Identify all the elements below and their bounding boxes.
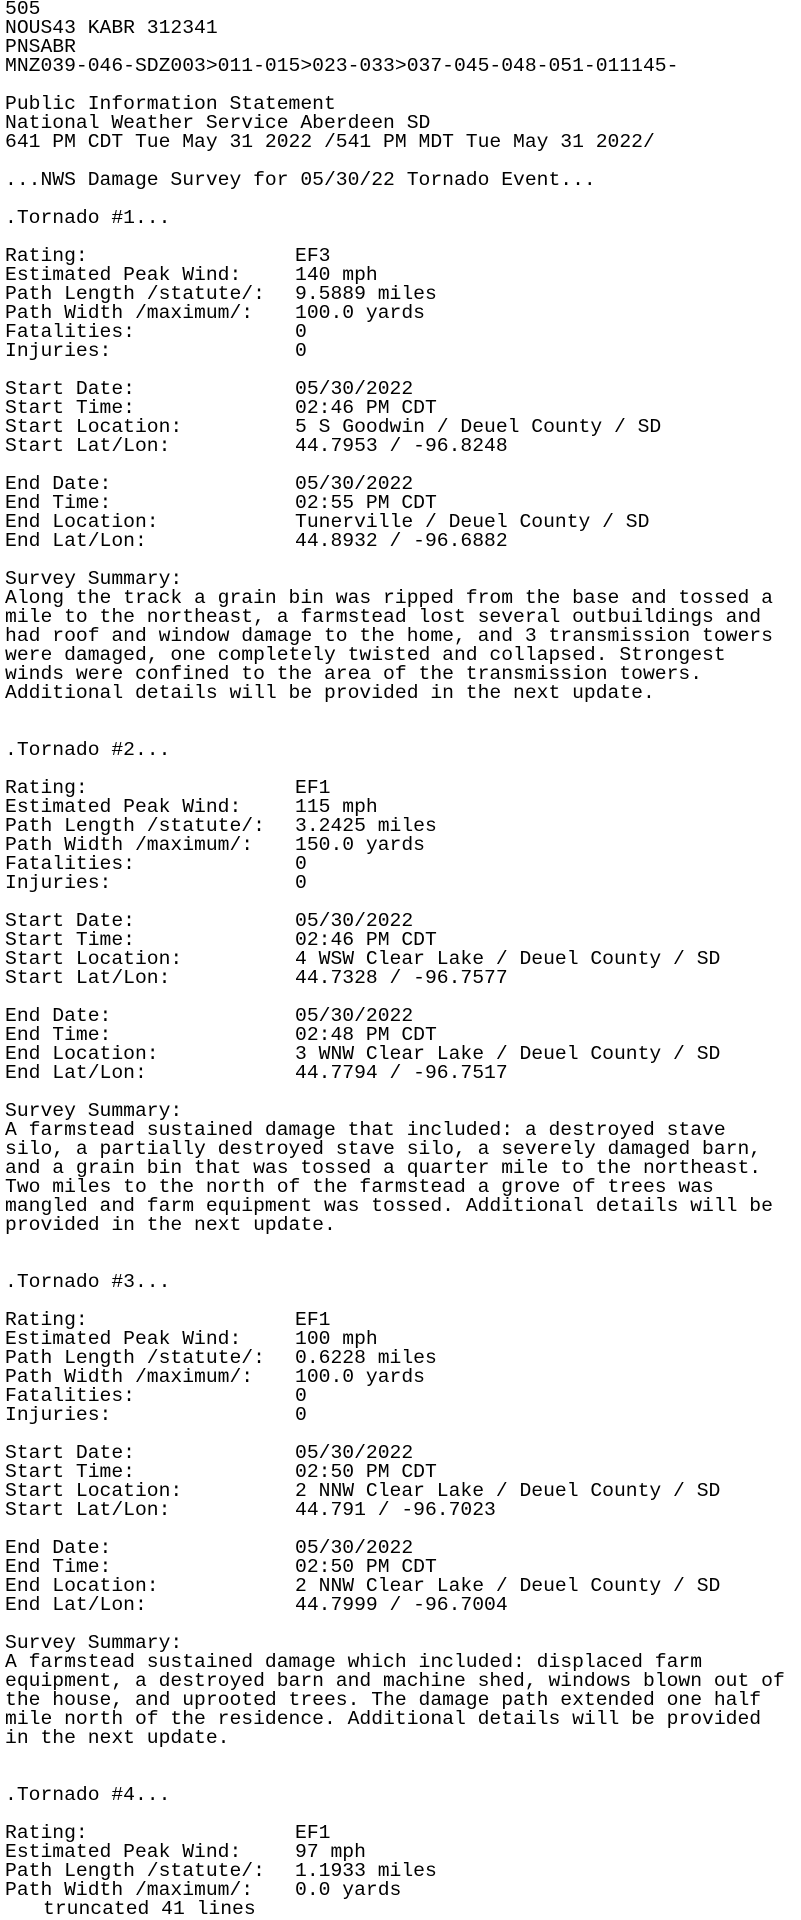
survey-summary-label: Survey Summary: [5,1632,183,1654]
field-value: 05/30/2022 [295,378,414,400]
field-value: 44.791 / -96.7023 [295,1499,496,1521]
field-label: Estimated Peak Wind: [5,1328,242,1350]
field-label: Injuries: [5,1404,112,1426]
field-label: Path Length /statute/: [5,1860,265,1882]
survey-summary-line: had roof and window damage to the home, and 3 transmission towers [5,625,773,647]
field-label: Path Length /statute/: [5,815,265,837]
field-label: Start Date: [5,910,135,932]
field-label: Start Location: [5,948,183,970]
survey-summary-line: Along the track a grain bin was ripped from the base and tossed a [5,587,773,609]
truncation-note: truncated 41 lines [43,1898,256,1920]
field-value: 2 NNW Clear Lake / Deuel County / SD [295,1480,721,1502]
field-label: Rating: [5,245,88,267]
field-label: Injuries: [5,340,112,362]
field-label: Path Width /maximum/: [5,1879,254,1901]
field-value: 9.5889 miles [295,283,437,305]
tornado-heading: .Tornado #4... [5,1784,171,1806]
field-value: 02:50 PM CDT [295,1556,437,1578]
survey-summary-label: Survey Summary: [5,1100,183,1122]
statement-title-line: 641 PM CDT Tue May 31 2022 /541 PM MDT Tue May 31 2022/ [5,131,655,153]
field-label: Start Time: [5,397,135,419]
field-value: 02:46 PM CDT [295,929,437,951]
blank-line [5,760,801,779]
field-value: 0 [295,340,307,362]
survey-summary-line: mile to the northeast, a farmstead lost several outbuildings and [5,606,762,628]
survey-summary-line: in the next update. [5,1727,230,1749]
survey-summary-line: mile north of the residence. Additional details will be provided [5,1708,762,1730]
field-value: EF3 [295,245,331,267]
field-value: 1.1933 miles [295,1860,437,1882]
field-value: 150.0 yards [295,834,425,856]
survey-summary-line: mangled and farm equipment was tossed. Additional details will be [5,1195,773,1217]
blank-line [5,228,801,247]
field-value: 3.2425 miles [295,815,437,837]
tornado-stat-row [5,855,801,874]
statement-headline: ...NWS Damage Survey for 05/30/22 Tornado Event... [5,169,596,191]
field-label: End Lat/Lon: [5,1062,147,1084]
field-label: End Location: [5,1043,159,1065]
field-value: 05/30/2022 [295,1442,414,1464]
field-value: 4 WSW Clear Lake / Deuel County / SD [295,948,721,970]
survey-summary-label: Survey Summary: [5,568,183,590]
tornado-heading: .Tornado #3... [5,1271,171,1293]
field-label: End Date: [5,473,112,495]
field-label: End Location: [5,511,159,533]
field-value: 05/30/2022 [295,910,414,932]
field-label: End Lat/Lon: [5,1594,147,1616]
field-value: 100.0 yards [295,302,425,324]
field-label: End Time: [5,1556,112,1578]
survey-summary-line: and a grain bin that was tossed a quarter mile to the northeast. [5,1157,762,1179]
field-value: 44.7794 / -96.7517 [295,1062,508,1084]
tornado-heading: .Tornado #1... [5,207,171,229]
header-code-line: MNZ039-046-SDZ003>011-015>023-033>037-045-048-051-011145- [5,55,679,77]
field-label: Fatalities: [5,853,135,875]
field-value: 0 [295,1385,307,1407]
field-value: 44.7328 / -96.7577 [295,967,508,989]
field-value: 44.7953 / -96.8248 [295,435,508,457]
tornado-stat-row [5,1406,801,1425]
field-value: 02:55 PM CDT [295,492,437,514]
field-label: Rating: [5,777,88,799]
tornado-heading: .Tornado #2... [5,739,171,761]
field-label: End Time: [5,492,112,514]
blank-line [5,703,801,722]
field-value: 44.8932 / -96.6882 [295,530,508,552]
tornado-start-row [5,969,801,988]
field-label: End Location: [5,1575,159,1597]
field-value: 02:50 PM CDT [295,1461,437,1483]
field-value: 0 [295,321,307,343]
field-label: End Date: [5,1537,112,1559]
field-value: 100.0 yards [295,1366,425,1388]
field-label: Fatalities: [5,1385,135,1407]
field-value: 0 [295,872,307,894]
field-value: 05/30/2022 [295,473,414,495]
field-value: EF1 [295,777,331,799]
field-value: 44.7999 / -96.7004 [295,1594,508,1616]
field-value: 0.0 yards [295,1879,402,1901]
field-label: Path Length /statute/: [5,1347,265,1369]
field-label: Path Length /statute/: [5,283,265,305]
field-label: Start Date: [5,378,135,400]
field-value: 115 mph [295,796,378,818]
field-label: Injuries: [5,872,112,894]
field-label: End Time: [5,1024,112,1046]
tornado-stat-row [5,1387,801,1406]
field-value: EF1 [295,1822,331,1844]
field-value: 05/30/2022 [295,1537,414,1559]
blank-line [5,1805,801,1824]
header-code-line: 505 [5,0,41,20]
tornado-stat-row [5,323,801,342]
header-code-line: NOUS43 KABR 312341 [5,17,218,39]
field-value: 2 NNW Clear Lake / Deuel County / SD [295,1575,721,1597]
survey-summary-line: winds were confined to the area of the transmission towers. [5,663,703,685]
field-label: Rating: [5,1822,88,1844]
field-label: Start Location: [5,1480,183,1502]
field-label: Start Location: [5,416,183,438]
survey-summary-line: were damaged, one completely twisted and collapsed. Strongest [5,644,726,666]
survey-summary-line: silo, a partially destroyed stave silo, a severely damaged barn, [5,1138,762,1160]
field-value: 02:48 PM CDT [295,1024,437,1046]
field-value: EF1 [295,1309,331,1331]
field-value: 100 mph [295,1328,378,1350]
field-label: Fatalities: [5,321,135,343]
field-label: Start Time: [5,1461,135,1483]
field-label: Start Lat/Lon: [5,435,171,457]
field-value: 3 WNW Clear Lake / Deuel County / SD [295,1043,721,1065]
statement-title-line: National Weather Service Aberdeen SD [5,112,431,134]
tornado-start-row [5,437,801,456]
field-label: Start Lat/Lon: [5,1499,171,1521]
field-value: 140 mph [295,264,378,286]
blank-line [5,1292,801,1311]
field-value: 97 mph [295,1841,366,1863]
field-label: End Date: [5,1005,112,1027]
tornado-end-row [5,532,801,551]
survey-summary-line: Two miles to the north of the farmstead a grove of trees was [5,1176,714,1198]
blank-line [5,1235,801,1254]
field-label: Estimated Peak Wind: [5,796,242,818]
field-value: 05/30/2022 [295,1005,414,1027]
survey-summary-line: provided in the next update. [5,1214,336,1236]
field-label: Rating: [5,1309,88,1331]
field-label: End Lat/Lon: [5,530,147,552]
tornado-stat-row [5,342,801,361]
survey-summary-line: the house, and uprooted trees. The damage path extended one half [5,1689,762,1711]
survey-summary-line: A farmstead sustained damage which included: displaced farm [5,1651,703,1673]
tornado-start-row [5,1501,801,1520]
survey-summary-line: Additional details will be provided in the next update. [5,682,655,704]
field-value: 0.6228 miles [295,1347,437,1369]
field-label: Path Width /maximum/: [5,834,254,856]
field-label: Path Width /maximum/: [5,1366,254,1388]
field-label: Start Time: [5,929,135,951]
field-value: 0 [295,1404,307,1426]
header-code-line: PNSABR [5,36,76,58]
survey-summary-line: equipment, a destroyed barn and machine shed, windows blown out of [5,1670,785,1692]
field-value: 02:46 PM CDT [295,397,437,419]
tornado-end-row [5,1064,801,1083]
field-value: 0 [295,853,307,875]
field-value: Tunerville / Deuel County / SD [295,511,650,533]
field-label: Start Date: [5,1442,135,1464]
field-label: Path Width /maximum/: [5,302,254,324]
survey-summary-line: A farmstead sustained damage that included: a destroyed stave [5,1119,726,1141]
tornado-end-row [5,1596,801,1615]
field-value: 5 S Goodwin / Deuel County / SD [295,416,662,438]
tornado-stat-row [5,874,801,893]
field-label: Estimated Peak Wind: [5,1841,242,1863]
statement-title-line: Public Information Statement [5,93,336,115]
field-label: Start Lat/Lon: [5,967,171,989]
blank-line [5,1748,801,1767]
field-label: Estimated Peak Wind: [5,264,242,286]
